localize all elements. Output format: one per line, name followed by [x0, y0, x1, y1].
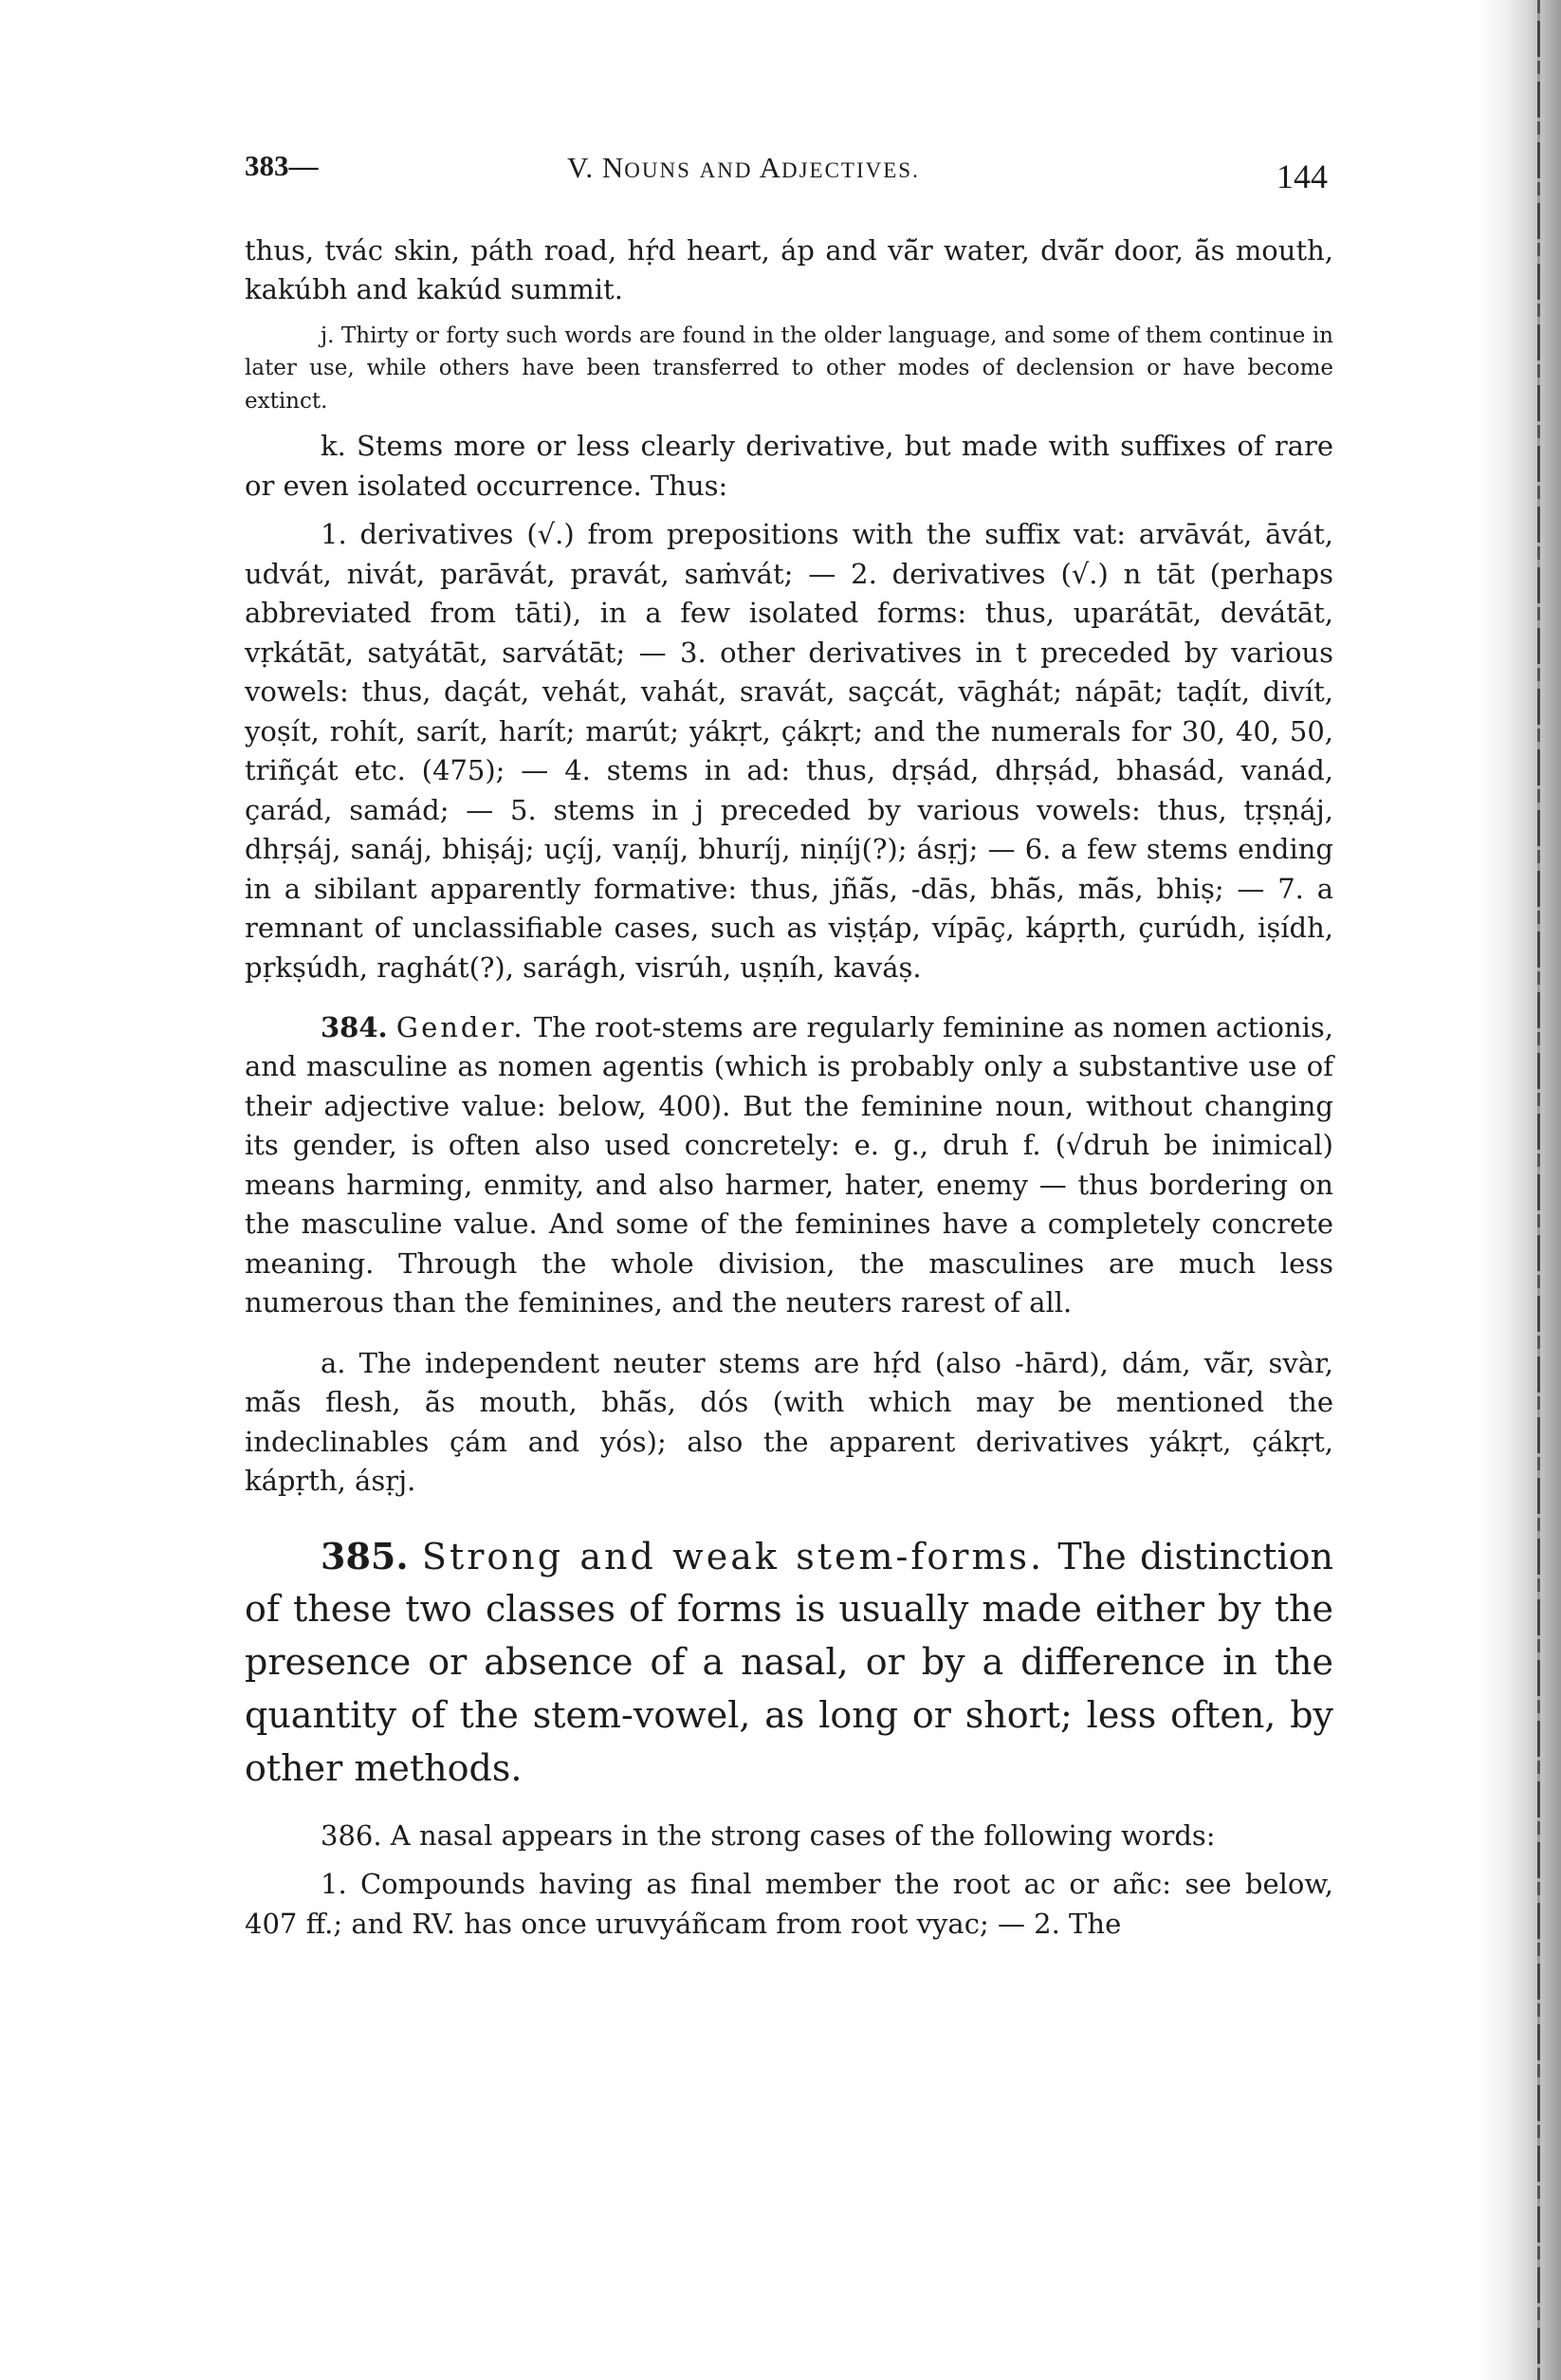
- header-chapter-title: [567, 148, 920, 188]
- section-384-title: Gender.: [395, 1011, 525, 1043]
- paragraph-j: j. Thirty or forty such words are found in the older language, and some of them continue in later use, while others have been transferred to other modes of declension or have become extinct.: [245, 323, 1333, 414]
- section-384-number: 384.: [321, 1011, 388, 1043]
- section-385-title: Strong and weak stem-forms.: [421, 1535, 1045, 1577]
- header-title-rest-1: OUNS: [624, 158, 691, 182]
- header-title-and: AND: [699, 158, 753, 182]
- paragraph-continuation: thus, tvác skin, páth road, hṛ́d heart, áp and vā̆r water, dvā̆r door, ā̆s mouth, kakúbh and kakúd summit.: [245, 234, 1333, 306]
- section-385-body: The distinction of these two classes of forms is usually made either by the presence or absence of a nasal, or by a difference in the quantity of the stem-vowel, as long or short; less often, by other methods.: [245, 1535, 1333, 1790]
- header-section-ref: 383—: [245, 149, 319, 182]
- section-385-number: 385.: [321, 1534, 409, 1577]
- page-number: 144: [1276, 157, 1328, 195]
- running-header: [245, 142, 1333, 199]
- section-384-body: The root-stems are regularly feminine as nomen actionis, and masculine as nomen agentis (which is probably only a substantive use of their adjective value: below, 400). But the feminine noun, without changing its gender, is often also used concretely: e. g., druh f. (√druh be inimical) means harming, enmity, and also harmer, hater, enemy — thus bordering on the masculine value. And some of the feminines have a completely concrete meaning. Through the whole division, the masculines are much less numerous than the feminines, and the neuters rarest of all.: [245, 1011, 1334, 1319]
- header-title-initial-1: N: [601, 151, 625, 184]
- paragraph-k-list: 1. derivatives (√.) from prepositions with the suffix vat: arvāvát, āvát, udvát, nivát, parāvát, pravát, saṁvát; — 2. derivatives (√.) n tāt (perhaps abbreviated from tāti), in a few isolated forms: thus, uparátāt, devátāt, vṛkátāt, satyátāt, sarvátāt; — 3. other derivatives in t preceded by various vowels: thus, daçát, vehát, vahát, sravát, saçcát, vāghát; nápāt; taḍít, divít, yoṣít, rohít, sarít, harít; marút; yákṛt, çákṛt; and the numerals for 30, 40, 50, triñçát etc. (475); — 4. stems in ad: thus, dṛṣád, dhṛṣád, bhasád, vanád, çarád, samád; — 5. stems in j preceded by various vowels: thus, tṛṣṇáj, dhṛṣáj, sanáj, bhiṣáj; uçíj, vaṇíj, bhuríj, niṇíj(?); ásṛj; — 6. a few stems ending in a sibilant apparently formative: thus, jñā̆s, -dās, bhā̆s, mā̆s, bhiṣ; — 7. a remnant of unclassifiable cases, such as viṣṭáp, vípāç, kápṛth, çurúdh, iṣídh, pṛkṣúdh, raghát(?), sarágh, visrúh, uṣṇíh, kaváṣ.: [245, 518, 1333, 984]
- header-title-numeral: V.: [567, 151, 595, 184]
- paragraph-k: k. Stems more or less clearly derivative, but made with suffixes of rare or even isolated occurrence. Thus:: [245, 430, 1333, 502]
- paragraph-385: [245, 1530, 1333, 1796]
- page-content: [245, 142, 1333, 1944]
- paragraph-384: [245, 1008, 1333, 1323]
- paragraph-386-list: 1. Compounds having as final member the root ac or añc: see below, 407 ff.; and RV. has once uruvyáñcam from root vyac; — 2. The: [245, 1868, 1333, 1940]
- header-title-initial-2: A: [759, 151, 781, 184]
- scanned-page-edge: [1476, 0, 1561, 2380]
- paragraph-386: 386. A nasal appears in the strong cases of the following words:: [321, 1818, 1216, 1852]
- paragraph-384a: a. The independent neuter stems are hṛ́d (also -hārd), dám, vā̆r, svàr, mā̆s flesh, ā̆s mouth, bhā̆s, dós (with which may be mentioned the indeclinables çám and yós); also the apparent derivatives yákṛt, çákṛt, kápṛth, ásṛj.: [245, 1346, 1333, 1498]
- header-title-rest-2: DJECTIVES.: [780, 158, 920, 182]
